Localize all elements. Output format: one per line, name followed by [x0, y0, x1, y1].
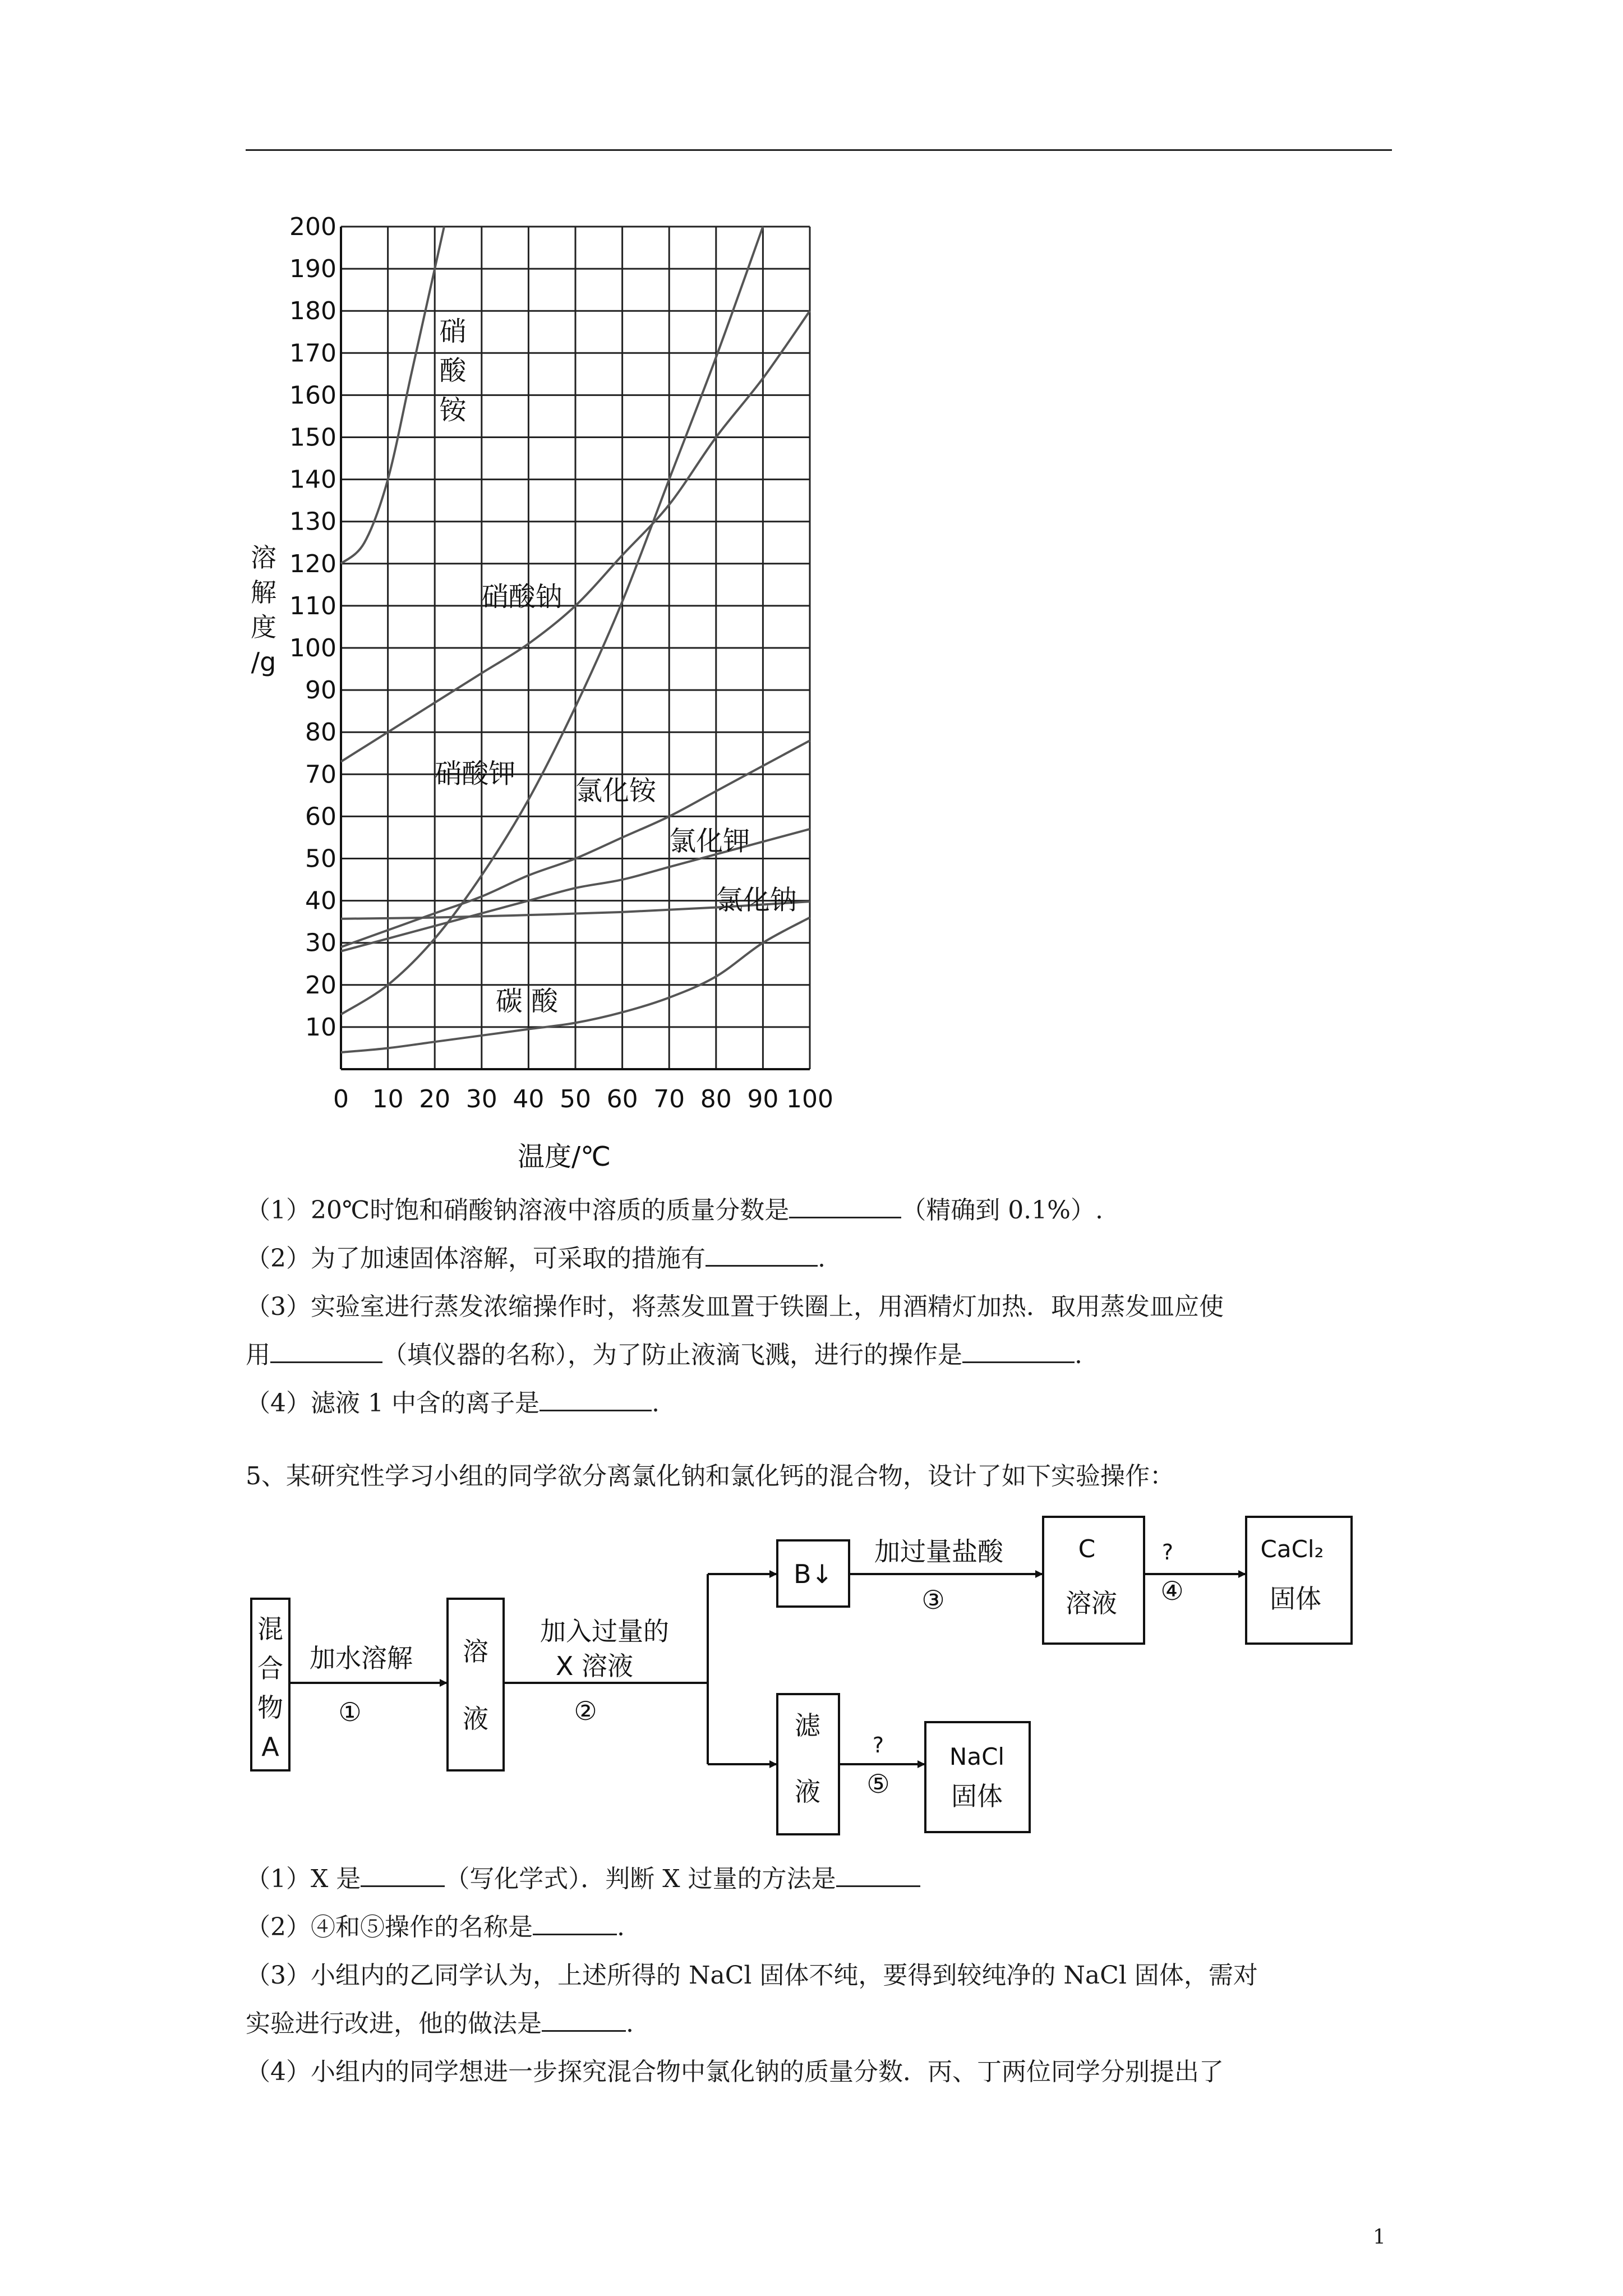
label-ammonium-nitrate: 铵 [439, 394, 467, 426]
y-axis-label: 解 [251, 577, 276, 608]
question-5-3-cont: 实验进行改进，他的做法是 . [246, 2006, 1392, 2042]
y-tick-label: 30 [305, 928, 336, 958]
box-nacl-label: 固体 [951, 1781, 1003, 1811]
box-a-char: 物 [257, 1692, 283, 1723]
y-tick-label: 110 [289, 591, 336, 620]
answer-blank[interactable] [540, 1387, 652, 1411]
box-c-label: 溶液 [1066, 1588, 1117, 1618]
y-axis-label: 溶 [251, 542, 276, 573]
y-tick-label: 150 [289, 423, 336, 452]
answer-blank[interactable] [789, 1194, 901, 1218]
box-mixture-a [251, 1599, 289, 1770]
box-filtrate-char: 滤 [795, 1710, 820, 1741]
y-tick-label: 170 [289, 339, 336, 368]
box-filtrate [777, 1694, 839, 1834]
y-axis-label: 度 [251, 612, 276, 642]
answer-blank[interactable] [962, 1339, 1075, 1363]
question-5-4: （4）小组内的同学想进一步探究混合物中氯化钠的质量分数．丙、丁两位同学分别提出了 [246, 2058, 1224, 2086]
answer-blank[interactable] [706, 1243, 818, 1267]
y-tick-label: 200 [289, 213, 336, 241]
x-tick-label: 30 [465, 1085, 497, 1114]
box-cacl2-label: 固体 [1270, 1584, 1321, 1614]
step4-num: ④ [1160, 1576, 1184, 1606]
y-tick-label: 100 [289, 634, 336, 662]
step3-num: ③ [921, 1585, 945, 1615]
question-5-2: （2）④和⑤操作的名称是 . [246, 1910, 1392, 1945]
label-sodium-chloride: 氯化钠 [716, 884, 797, 916]
answer-blank[interactable] [361, 1863, 445, 1887]
y-tick-label: 160 [289, 381, 336, 410]
step1-num: ① [338, 1697, 362, 1727]
box-a-char: 混 [257, 1614, 283, 1644]
x-tick-label: 20 [419, 1085, 451, 1114]
y-tick-label: 130 [289, 507, 336, 536]
y-tick-label: 10 [305, 1013, 336, 1042]
box-nacl-solid [925, 1722, 1030, 1832]
label-potassium-chloride: 氯化钾 [669, 825, 750, 857]
step3-label: 加过量盐酸 [874, 1536, 1003, 1567]
box-precipitate-b [777, 1540, 849, 1607]
label-ammonium-chloride: 氯化铵 [575, 775, 657, 807]
y-tick-label: 80 [305, 718, 336, 747]
x-tick-label: 100 [786, 1085, 833, 1114]
box-solution [448, 1599, 504, 1770]
question-1-2: （2）为了加速固体溶解，可采取的措施有 . [246, 1241, 1392, 1277]
x-tick-label: 10 [372, 1085, 404, 1114]
question-1-3-cont: 用 （填仪器的名称），为了防止液滴飞溅，进行的操作是 . [246, 1337, 1392, 1373]
answer-blank[interactable] [836, 1863, 920, 1887]
x-tick-label: 50 [560, 1085, 591, 1114]
box-nacl-label: NaCl [949, 1743, 1005, 1770]
answer-blank[interactable] [533, 1911, 617, 1935]
question-1-3: （3）实验室进行蒸发浓缩操作时，将蒸发皿置于铁圈上，用酒精灯加热．取用蒸发皿应使 [246, 1292, 1224, 1321]
y-tick-label: 40 [305, 886, 336, 915]
y-tick-label: 190 [289, 255, 336, 284]
answer-blank[interactable] [270, 1339, 382, 1363]
y-tick-label: 180 [289, 297, 336, 326]
x-tick-label: 60 [606, 1085, 638, 1114]
y-tick-label: 20 [305, 970, 336, 1000]
step2-label: 加入过量的 [540, 1616, 669, 1646]
y-tick-label: 70 [305, 760, 336, 789]
x-tick-label: 40 [513, 1085, 545, 1114]
x-tick-label: 0 [333, 1085, 349, 1114]
x-tick-label: 80 [700, 1085, 732, 1114]
y-tick-label: 60 [305, 802, 336, 831]
step5-num: ⑤ [866, 1769, 890, 1799]
x-tick-label: 90 [747, 1085, 779, 1114]
y-axis-label: /g [251, 647, 276, 677]
label-potassium-nitrate: 硝酸钾 [435, 758, 516, 790]
box-solution-char: 溶 [463, 1636, 488, 1667]
label-ammonium-nitrate: 酸 [439, 355, 467, 386]
question-5-3: （3）小组内的乙同学认为，上述所得的 NaCl 固体不纯，要得到较纯净的 NaCl 固体，需对 [246, 1961, 1258, 1990]
step2-num: ② [574, 1696, 597, 1726]
question-5-1: （1）X 是 （写化学式）．判断 X 过量的方法是 [246, 1861, 1392, 1897]
box-b-label: B↓ [793, 1559, 833, 1589]
box-a-char: 合 [257, 1653, 283, 1683]
x-axis-label: 温度/℃ [517, 1141, 611, 1172]
y-tick-label: 50 [305, 844, 336, 873]
box-filtrate-char: 液 [795, 1777, 820, 1807]
label-ammonium-nitrate: 硝 [439, 315, 467, 347]
step4-q: ? [1161, 1540, 1174, 1565]
step5-q: ? [872, 1733, 884, 1757]
series-line [341, 227, 763, 1014]
question-1-1: （1）20℃时饱和硝酸钠溶液中溶质的质量分数是 （精确到 0.1%）. [246, 1193, 1392, 1228]
box-solution-char: 液 [463, 1704, 488, 1734]
label-carbonic: 碳 酸 [495, 985, 559, 1017]
box-c-solution [1043, 1517, 1144, 1644]
chart-grid [341, 227, 810, 1069]
y-tick-label: 90 [305, 676, 336, 705]
x-tick-label: 70 [653, 1085, 685, 1114]
y-tick-label: 120 [289, 549, 336, 578]
box-cacl2-solid [1246, 1517, 1352, 1644]
box-c-label: C [1078, 1535, 1096, 1563]
question-1-4: （4）滤液 1 中含的离子是 . [246, 1386, 1392, 1421]
chart-ticks [289, 213, 833, 1114]
step1-label: 加水溶解 [310, 1643, 413, 1673]
problem-5-title: 5、某研究性学习小组的同学欲分离氯化钠和氯化钙的混合物，设计了如下实验操作： [246, 1462, 1174, 1490]
page-number: 1 [1373, 2226, 1386, 2249]
y-tick-label: 140 [289, 465, 336, 494]
answer-blank[interactable] [542, 2008, 626, 2032]
step2-label: X 溶液 [555, 1651, 634, 1681]
label-sodium-nitrate: 硝酸钠 [481, 581, 562, 613]
box-a-char: A [261, 1732, 279, 1762]
box-cacl2-label: CaCl₂ [1260, 1535, 1324, 1563]
